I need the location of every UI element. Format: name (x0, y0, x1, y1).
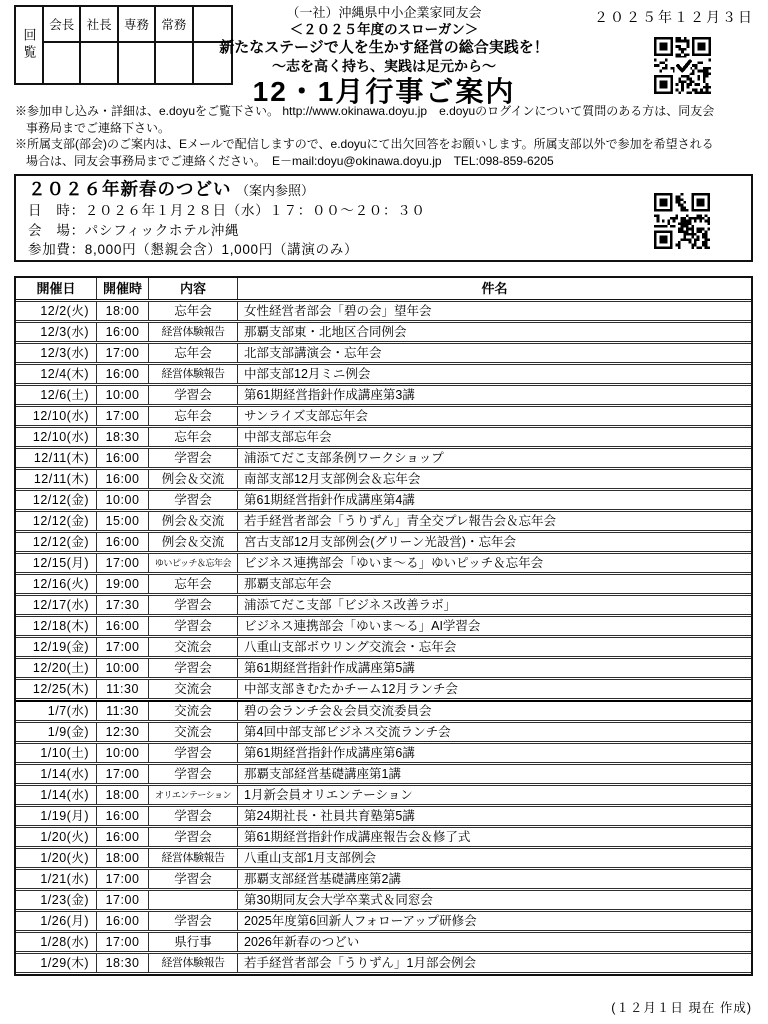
cell-date: 1/28(水) (16, 933, 97, 951)
cell-type: 交流会 (149, 723, 238, 741)
cell-date: 1/7(水) (16, 702, 97, 720)
made-date-note: (１２月１日 現在 作成) (611, 1001, 752, 1015)
table-row (16, 764, 751, 784)
cell-time: 11:30 (97, 702, 149, 720)
circulation-role-label: 常務 (156, 7, 191, 43)
slogan-line2: ～志を高く持ち、実践は足元から～ (272, 58, 496, 74)
cell-time: 11:30 (97, 680, 149, 698)
cell-type: 例会＆交流 (149, 533, 238, 551)
cell-date: 1/21(水) (16, 870, 97, 888)
circulation-sign-cell (81, 43, 116, 83)
cell-date: 12/25(木) (16, 680, 97, 698)
cell-time: 16:00 (97, 470, 149, 488)
event-title-row (28, 178, 751, 201)
table-row (16, 532, 751, 552)
cell-time: 17:00 (97, 407, 149, 425)
circulation-column (44, 7, 81, 83)
cell-time: 17:30 (97, 596, 149, 614)
schedule-header-row (16, 278, 751, 300)
slogan-heading: ＜２０２５年度のスローガン＞ (289, 22, 479, 37)
note-line: ※参加申し込み・詳細は、e.doyuをご覧下さい。 http://www.okinawa.doyu.jp e.doyuのログインについて質問のある方は、同友会 (15, 104, 715, 118)
table-row (16, 553, 751, 573)
cell-time: 16:00 (97, 617, 149, 635)
cell-time: 16:00 (97, 807, 149, 825)
cell-type: 学習会 (149, 596, 238, 614)
cell-time: 10:00 (97, 659, 149, 677)
table-row (16, 343, 751, 363)
cell-name: 1月新会員オリエンテーション (244, 788, 413, 802)
cell-date: 12/16(火) (16, 575, 97, 593)
note-line: 場合は、同友会事務局までご連絡ください。 E－mail:doyu@okinawa.doyu.jp TEL:098-859-6205 (26, 153, 554, 168)
cell-type: 経営体験報告 (149, 849, 238, 867)
page-title: 12・1月行事ご案内 (252, 76, 516, 107)
cell-date: 1/20(火) (16, 849, 97, 867)
cell-date: 12/2(火) (16, 302, 97, 320)
cell-date: 12/3(水) (16, 323, 97, 341)
cell-time: 10:00 (97, 491, 149, 509)
cell-time: 17:00 (97, 870, 149, 888)
note-line: 事務局までご連絡下さい。 (26, 120, 171, 135)
cell-type: 忘年会 (149, 302, 238, 320)
cell-date: 1/14(水) (16, 765, 97, 783)
cell-type: 経営体験報告 (149, 365, 238, 383)
cell-name: 第4回中部支部ビジネス交流ランチ会 (244, 725, 451, 739)
cell-type: 経営体験報告 (149, 323, 238, 341)
event-fee: 参加費：8,000円（懇親会含）1,000円（講演のみ） (28, 242, 359, 257)
table-row (16, 448, 751, 468)
table-row (16, 806, 751, 826)
cell-name: 中部支部忘年会 (244, 430, 332, 444)
table-row (16, 785, 751, 805)
cell-name: 那覇支部経営基礎講座第1講 (244, 767, 401, 781)
cell-date: 12/12(金) (16, 512, 97, 530)
cell-time: 18:00 (97, 849, 149, 867)
circulation-role-label: 会長 (44, 7, 79, 43)
circulation-sign-cell (44, 43, 79, 83)
cell-type: ゆいピッチ＆忘年会 (149, 554, 238, 572)
cell-name: 北部支部講演会・忘年会 (244, 346, 382, 360)
cell-name: 若手経営者部会「うりずん」青全交プレ報告会＆忘年会 (244, 514, 557, 528)
cell-type: 例会＆交流 (149, 470, 238, 488)
cell-name: 2025年度第6回新人フォローアップ研修会 (244, 914, 477, 928)
cell-date: 12/10(水) (16, 428, 97, 446)
table-row (16, 743, 751, 763)
cell-time: 17:00 (97, 765, 149, 783)
cell-name: 女性経営者部会「碧の会」望年会 (244, 304, 432, 318)
table-row (16, 932, 751, 952)
col-header-date: 開催日 (16, 278, 97, 299)
circulation-label: 回覧 (16, 7, 44, 83)
cell-name: 第61期経営指針作成講座第5講 (244, 661, 415, 675)
cell-type: 学習会 (149, 491, 238, 509)
cell-type: 忘年会 (149, 575, 238, 593)
cell-name: 宮古支部12月支部例会(グリーン光設営)・忘年会 (244, 535, 516, 549)
cell-type: 交流会 (149, 638, 238, 656)
cell-name: 八重山支部1月支部例会 (244, 851, 376, 865)
cell-type: 忘年会 (149, 344, 238, 362)
cell-name: 第24期社長・社員共育塾第5講 (244, 809, 415, 823)
table-row (16, 595, 751, 615)
event-datetime: 日 時：２０２６年１月２８日（水）１７：００～２０：３０ (28, 203, 426, 218)
cell-type: 学習会 (149, 870, 238, 888)
schedule-table (14, 276, 753, 976)
cell-date: 12/10(水) (16, 407, 97, 425)
cell-type: 学習会 (149, 807, 238, 825)
cell-date: 12/20(土) (16, 659, 97, 677)
cell-time: 16:00 (97, 912, 149, 930)
cell-type: 学習会 (149, 912, 238, 930)
cell-date: 12/12(金) (16, 533, 97, 551)
circulation-role-label: 社長 (81, 7, 116, 43)
cell-time: 18:30 (97, 954, 149, 972)
cell-time: 18:30 (97, 428, 149, 446)
col-header-name: 件名 (481, 281, 508, 296)
cell-time: 17:00 (97, 344, 149, 362)
table-row (16, 890, 751, 910)
cell-date: 12/4(木) (16, 365, 97, 383)
table-row (16, 679, 751, 699)
table-row (16, 848, 751, 868)
cell-date: 1/19(月) (16, 807, 97, 825)
cell-time: 17:00 (97, 638, 149, 656)
event-title-note: （案内参照） (235, 183, 314, 198)
cell-type: オリエンテーション (149, 786, 238, 804)
cell-time: 17:00 (97, 554, 149, 572)
cell-time: 16:00 (97, 449, 149, 467)
cell-type: 例会＆交流 (149, 512, 238, 530)
cell-type: 忘年会 (149, 407, 238, 425)
issue-date: ２０２５年１２月３日 (594, 9, 754, 25)
notes-block (15, 103, 760, 169)
cell-name: ビジネス連携部会「ゆいま～る」AI学習会 (244, 619, 481, 633)
cell-time: 16:00 (97, 533, 149, 551)
cell-type: 学習会 (149, 659, 238, 677)
cell-name: 那覇支部東・北地区合同例会 (244, 325, 407, 339)
cell-date: 1/29(木) (16, 954, 97, 972)
cell-type: 経営体験報告 (149, 954, 238, 972)
table-row (16, 427, 751, 447)
qr-code-icon (654, 37, 711, 94)
cell-date: 12/6(土) (16, 386, 97, 404)
cell-date: 12/11(木) (16, 449, 97, 467)
cell-name: 2026年新春のつどい (244, 935, 360, 949)
header-block (144, 4, 624, 108)
table-row (16, 827, 751, 847)
cell-name: 第30期同友会大学卒業式＆同窓会 (244, 893, 433, 907)
table-row (16, 700, 751, 721)
cell-type: 学習会 (149, 617, 238, 635)
table-row (16, 364, 751, 384)
cell-type: 学習会 (149, 765, 238, 783)
cell-time: 17:00 (97, 933, 149, 951)
cell-date: 12/11(木) (16, 470, 97, 488)
col-header-type: 内容 (149, 278, 238, 299)
cell-name: 那覇支部忘年会 (244, 577, 332, 591)
cell-name: 碧の会ランチ会＆会員交流委員会 (244, 704, 432, 718)
table-row (16, 490, 751, 510)
cell-date: 1/9(金) (16, 723, 97, 741)
cell-name: 第61期経営指針作成講座第4講 (244, 493, 415, 507)
event-venue: 会 場：パシフィックホテル沖縄 (28, 222, 240, 238)
cell-time: 18:00 (97, 302, 149, 320)
table-row (16, 953, 751, 973)
cell-type: 学習会 (149, 828, 238, 846)
cell-type: 交流会 (149, 680, 238, 698)
cell-name: 第61期経営指針作成講座報告会＆修了式 (244, 830, 471, 844)
cell-time: 12:30 (97, 723, 149, 741)
cell-type (149, 891, 238, 909)
col-header-time: 開催時 (97, 278, 149, 299)
qr-code-icon (654, 193, 710, 249)
table-row (16, 406, 751, 426)
table-row (16, 385, 751, 405)
cell-type: 学習会 (149, 744, 238, 762)
cell-date: 1/26(月) (16, 912, 97, 930)
cell-name: 若手経営者部会「うりずん」1月部会例会 (244, 956, 476, 970)
cell-date: 12/15(月) (16, 554, 97, 572)
cell-name: 第61期経営指針作成講座第6講 (244, 746, 415, 760)
cell-date: 1/14(水) (16, 786, 97, 804)
cell-name: 中部支部12月ミニ例会 (244, 367, 371, 381)
cell-time: 16:00 (97, 828, 149, 846)
cell-time: 19:00 (97, 575, 149, 593)
table-row (16, 722, 751, 742)
cell-name: 第61期経営指針作成講座第3講 (244, 388, 415, 402)
table-row (16, 616, 751, 636)
cell-time: 10:00 (97, 744, 149, 762)
note-line: ※所属支部(部会)のご案内は、Eメールで配信しますので、e.doyuにて出欠回答をお願いします。所属支部以外で参加を希望される (15, 137, 714, 151)
cell-name: ビジネス連携部会「ゆいま～る」ゆいピッチ＆忘年会 (244, 556, 544, 570)
cell-time: 16:00 (97, 323, 149, 341)
cell-name: 那覇支部経営基礎講座第2講 (244, 872, 401, 886)
cell-name: 八重山支部ボウリング交流会・忘年会 (244, 640, 457, 654)
cell-date: 12/12(金) (16, 491, 97, 509)
cell-type: 県行事 (149, 933, 238, 951)
cell-date: 12/3(水) (16, 344, 97, 362)
circulation-role-label: 専務 (119, 7, 154, 43)
table-row (16, 869, 751, 889)
table-row (16, 469, 751, 489)
table-row (16, 658, 751, 678)
cell-name: サンライズ支部忘年会 (244, 409, 368, 423)
cell-date: 1/10(土) (16, 744, 97, 762)
cell-type: 学習会 (149, 449, 238, 467)
cell-date: 1/23(金) (16, 891, 97, 909)
event-title: ２０２６年新春のつどい (28, 179, 232, 199)
cell-type: 学習会 (149, 386, 238, 404)
slogan-line1: 新たなステージで人を生かす経営の総合実践を！ (219, 39, 549, 56)
cell-name: 浦添てだこ支部「ビジネス改善ラボ」 (244, 598, 457, 612)
cell-name: 南部支部12月支部例会＆忘年会 (244, 472, 421, 486)
cell-time: 15:00 (97, 512, 149, 530)
table-row (16, 911, 751, 931)
cell-name: 浦添てだこ支部条例ワークショップ (244, 451, 444, 465)
cell-date: 1/20(火) (16, 828, 97, 846)
cell-name: 中部支部きむたかチーム12月ランチ会 (244, 682, 458, 696)
cell-date: 12/17(水) (16, 596, 97, 614)
org-name: （一社）沖縄県中小企業家同友会 (286, 5, 482, 20)
table-row (16, 637, 751, 657)
new-year-event-box (14, 174, 753, 262)
cell-time: 18:00 (97, 786, 149, 804)
schedule-body (16, 301, 751, 973)
cell-time: 17:00 (97, 891, 149, 909)
table-row (16, 511, 751, 531)
cell-type: 交流会 (149, 702, 238, 720)
table-row (16, 322, 751, 342)
circulation-column (81, 7, 118, 83)
cell-time: 10:00 (97, 386, 149, 404)
table-row (16, 574, 751, 594)
cell-type: 忘年会 (149, 428, 238, 446)
cell-date: 12/19(金) (16, 638, 97, 656)
cell-time: 16:00 (97, 365, 149, 383)
table-row (16, 301, 751, 321)
cell-date: 12/18(木) (16, 617, 97, 635)
